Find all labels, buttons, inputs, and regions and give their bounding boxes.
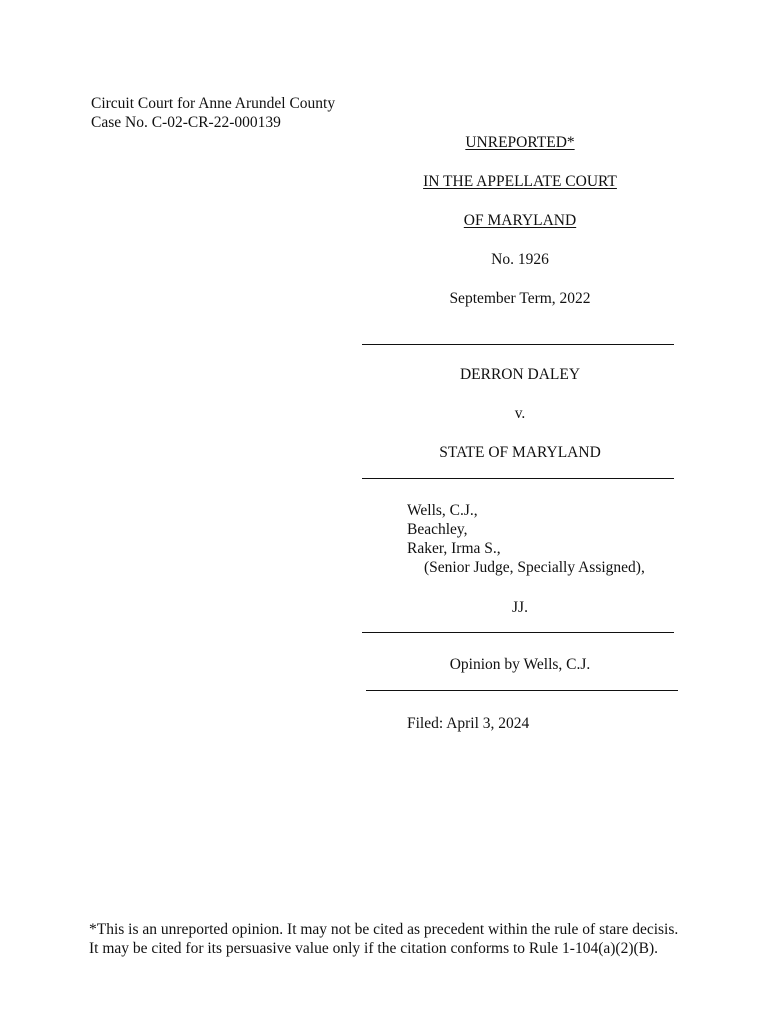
judge-raker-note: (Senior Judge, Specially Assigned), [424,559,645,576]
unreported-label: UNREPORTED* [465,134,575,151]
judge-beachley: Beachley, [407,521,468,538]
filed-date: Filed: April 3, 2024 [407,715,530,732]
judge-wells: Wells, C.J., [407,502,478,519]
divider-1 [362,344,674,345]
term: September Term, 2022 [449,290,591,307]
judge-raker: Raker, Irma S., [407,540,501,557]
appellee-name: STATE OF MARYLAND [439,444,601,461]
divider-3 [362,632,674,633]
court-name-line-1: IN THE APPELLATE COURT [423,173,617,190]
court-name-line-2: OF MARYLAND [463,212,577,229]
lower-court-name: Circuit Court for Anne Arundel County [91,95,336,112]
versus: v. [514,405,526,422]
opinion-author: Opinion by Wells, C.J. [449,656,591,673]
case-number: Case No. C-02-CR-22-000139 [91,114,281,131]
unreported-footnote: *This is an unreported opinion. It may not be cited as precedent within the rule of stare decisis. It may be cited for its persuasive value only if the citation conforms to Rule 1-104(a)(2)(B). [89,921,679,957]
divider-4 [366,690,678,691]
docket-number: No. 1926 [491,251,549,268]
appellant-name: DERRON DALEY [459,366,581,383]
lower-court-info [91,94,335,132]
judges-suffix: JJ. [512,599,528,616]
divider-2 [362,478,674,479]
judge-panel [407,501,645,577]
